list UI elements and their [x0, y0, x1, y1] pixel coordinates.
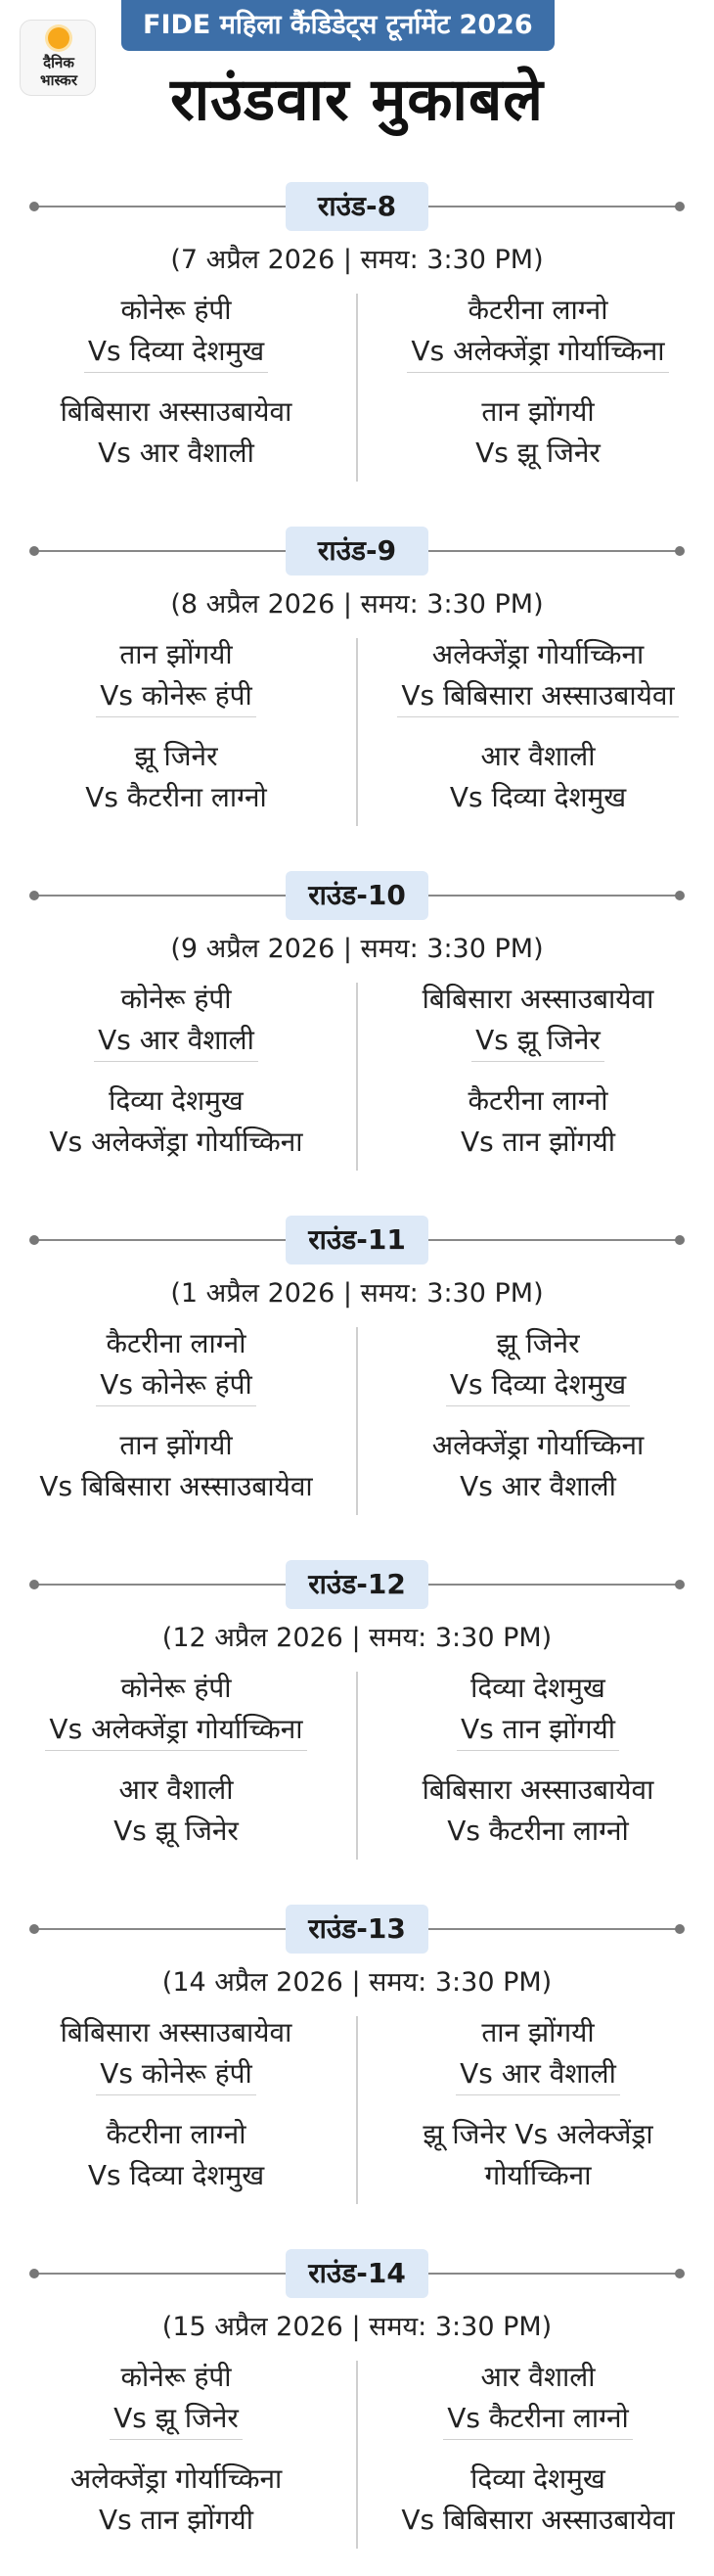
player-1: आर वैशाली: [480, 740, 596, 772]
round-label: राउंड-10: [286, 871, 428, 920]
divider-line-right: [428, 206, 681, 207]
match: [362, 634, 714, 717]
player-2: Vs कैटरीना लाग्नो: [443, 2398, 633, 2440]
player-1: कैटरीना लाग्नो: [468, 294, 608, 326]
divider-line-right: [428, 1584, 681, 1586]
player-2: Vs आर वैशाली: [94, 1020, 258, 1062]
match: [362, 2114, 714, 2196]
divider-dot-right: [675, 1235, 685, 1245]
player-2: Vs तान झोंगयी: [99, 2504, 253, 2536]
player-2: Vs दिव्या देशमुख: [84, 331, 268, 373]
divider-dot-right: [675, 202, 685, 211]
round-label: राउंड-14: [286, 2249, 428, 2298]
round-section: [0, 1208, 714, 1550]
divider-line-right: [428, 1928, 681, 1930]
round-section: [0, 519, 714, 861]
divider-dot-left: [29, 1580, 39, 1589]
player-1: आर वैशाली: [480, 2361, 596, 2393]
player-1: दिव्या देशमुख: [470, 1672, 605, 1704]
match: [362, 979, 714, 1062]
player-2: Vs तान झोंगयी: [457, 1709, 619, 1751]
round-label: राउंड-11: [286, 1216, 428, 1265]
match: [0, 634, 352, 717]
match: [362, 1425, 714, 1507]
divider-dot-right: [675, 891, 685, 900]
player-2: Vs कैटरीना लाग्नो: [447, 1815, 629, 1847]
player-2: Vs झू जिनेर: [475, 437, 601, 469]
player-2: Vs अलेक्जेंड्रा गोर्याच्किना: [45, 1709, 306, 1751]
player-1: झू जिनेर: [496, 1327, 580, 1359]
round-label: राउंड-8: [286, 182, 428, 231]
match: [362, 1770, 714, 1852]
round-section: [0, 863, 714, 1206]
player-2: गोर्याच्किना: [484, 2159, 592, 2191]
divider-line-left: [33, 2273, 286, 2275]
divider-line-left: [33, 206, 286, 207]
player-1: अलेक्जेंड्रा गोर्याच्किना: [69, 2462, 283, 2495]
player-2: Vs बिबिसारा अस्साउबायेवा: [397, 675, 678, 717]
divider-dot-left: [29, 1924, 39, 1934]
player-1: कैटरीना लाग्नो: [468, 1084, 608, 1117]
player-2: Vs झू जिनेर: [113, 1815, 239, 1847]
logo-line-2: भास्कर: [40, 71, 77, 89]
match: [0, 1770, 352, 1852]
match: [0, 1081, 352, 1163]
divider-dot-left: [29, 891, 39, 900]
match: [0, 736, 352, 818]
player-1: अलेक्जेंड्रा गोर्याच्किना: [431, 1429, 645, 1461]
player-1: दिव्या देशमुख: [470, 2462, 605, 2495]
match: [362, 1668, 714, 1751]
player-2: Vs आर वैशाली: [460, 1470, 616, 1502]
player-2: Vs झू जिनेर: [471, 1020, 604, 1062]
divider-line-right: [428, 895, 681, 897]
player-1: तान झोंगयी: [119, 638, 233, 670]
tournament-tag: FIDE महिला कैंडिडेट्स टूर्नामेंट 2026: [121, 0, 555, 51]
match: [0, 1425, 352, 1507]
player-2: Vs तान झोंगयी: [461, 1126, 615, 1158]
match: [0, 1323, 352, 1406]
player-2: Vs झू जिनेर: [110, 2398, 243, 2440]
divider-line-left: [33, 895, 286, 897]
round-date: (15 अप्रैल 2026 | समय: 3:30 PM): [161, 2312, 553, 2342]
player-2: Vs दिव्या देशमुख: [87, 2159, 265, 2191]
column-divider: [356, 1672, 358, 1860]
column-divider: [356, 983, 358, 1171]
player-1: झू जिनेर Vs अलेक्जेंड्रा: [423, 2118, 653, 2150]
player-1: तान झोंगयी: [119, 1429, 233, 1461]
round-label: राउंड-12: [286, 1560, 428, 1609]
player-1: बिबिसारा अस्साउबायेवा: [422, 983, 654, 1015]
player-1: कैटरीना लाग्नो: [106, 1327, 246, 1359]
player-1: बिबिसारा अस्साउबायेवा: [60, 395, 292, 428]
player-1: बिबिसारा अस्साउबायेवा: [60, 2016, 292, 2048]
player-1: कोनेरू हंपी: [120, 1672, 232, 1704]
match: [362, 391, 714, 474]
player-2: Vs कैटरीना लाग्नो: [85, 781, 267, 813]
player-2: Vs दिव्या देशमुख: [449, 781, 627, 813]
column-divider: [356, 1327, 358, 1515]
match: [362, 1323, 714, 1406]
round-label: राउंड-13: [286, 1905, 428, 1954]
divider-line-right: [428, 550, 681, 552]
player-1: तान झोंगयी: [481, 2016, 595, 2048]
match: [362, 736, 714, 818]
divider-dot-right: [675, 1580, 685, 1589]
player-2: Vs कोनेरू हंपी: [96, 1364, 256, 1406]
column-divider: [356, 2361, 358, 2549]
divider-dot-right: [675, 1924, 685, 1934]
match: [0, 2357, 352, 2440]
divider-line-right: [428, 2273, 681, 2275]
divider-dot-left: [29, 546, 39, 556]
player-2: Vs बिबिसारा अस्साउबायेवा: [39, 1470, 313, 1502]
player-2: Vs कोनेरू हंपी: [96, 2053, 256, 2095]
player-2: Vs कोनेरू हंपी: [96, 675, 256, 717]
round-section: [0, 1552, 714, 1895]
match: [362, 1081, 714, 1163]
player-1: कोनेरू हंपी: [120, 983, 232, 1015]
page-title: राउंडवार मुकाबले: [170, 66, 544, 134]
match: [0, 2114, 352, 2196]
divider-line-left: [33, 1584, 286, 1586]
player-1: झू जिनेर: [134, 740, 218, 772]
match: [362, 2459, 714, 2541]
round-date: (14 अप्रैल 2026 | समय: 3:30 PM): [161, 1967, 553, 1998]
round-date: (9 अप्रैल 2026 | समय: 3:30 PM): [170, 934, 544, 964]
player-1: तान झोंगयी: [481, 395, 595, 428]
round-section: [0, 2241, 714, 2576]
column-divider: [356, 638, 358, 826]
match: [0, 1668, 352, 1751]
divider-dot-right: [675, 2269, 685, 2278]
divider-dot-left: [29, 2269, 39, 2278]
player-1: अलेक्जेंड्रा गोर्याच्किना: [431, 638, 645, 670]
match: [0, 391, 352, 474]
divider-dot-left: [29, 202, 39, 211]
divider-line-left: [33, 550, 286, 552]
sun-icon: [48, 27, 69, 49]
match: [362, 2357, 714, 2440]
logo-line-1: दैनिक: [43, 54, 74, 71]
player-2: Vs आर वैशाली: [456, 2053, 620, 2095]
player-1: दिव्या देशमुख: [109, 1084, 244, 1117]
round-section: [0, 174, 714, 517]
match: [0, 290, 352, 373]
player-2: Vs अलेक्जेंड्रा गोर्याच्किना: [407, 331, 668, 373]
round-date: (12 अप्रैल 2026 | समय: 3:30 PM): [161, 1623, 553, 1653]
player-1: कैटरीना लाग्नो: [106, 2118, 246, 2150]
match: [0, 2459, 352, 2541]
divider-line-left: [33, 1928, 286, 1930]
round-date: (8 अप्रैल 2026 | समय: 3:30 PM): [170, 589, 544, 620]
match: [362, 290, 714, 373]
column-divider: [356, 294, 358, 482]
column-divider: [356, 2016, 358, 2204]
divider-dot-right: [675, 546, 685, 556]
divider-line-left: [33, 1239, 286, 1241]
round-date: (1 अप्रैल 2026 | समय: 3:30 PM): [170, 1278, 544, 1309]
divider-line-right: [428, 1239, 681, 1241]
match: [362, 2012, 714, 2095]
match: [0, 2012, 352, 2095]
divider-dot-left: [29, 1235, 39, 1245]
match: [0, 979, 352, 1062]
player-1: कोनेरू हंपी: [120, 294, 232, 326]
player-1: आर वैशाली: [118, 1773, 234, 1806]
round-section: [0, 1897, 714, 2239]
player-2: Vs बिबिसारा अस्साउबायेवा: [401, 2504, 675, 2536]
player-2: Vs दिव्या देशमुख: [446, 1364, 630, 1406]
player-1: बिबिसारा अस्साउबायेवा: [422, 1773, 654, 1806]
player-2: Vs आर वैशाली: [98, 437, 254, 469]
player-2: Vs अलेक्जेंड्रा गोर्याच्किना: [49, 1126, 303, 1158]
player-1: कोनेरू हंपी: [120, 2361, 232, 2393]
header: [0, 0, 714, 157]
round-date: (7 अप्रैल 2026 | समय: 3:30 PM): [170, 245, 544, 275]
round-label: राउंड-9: [286, 527, 428, 575]
